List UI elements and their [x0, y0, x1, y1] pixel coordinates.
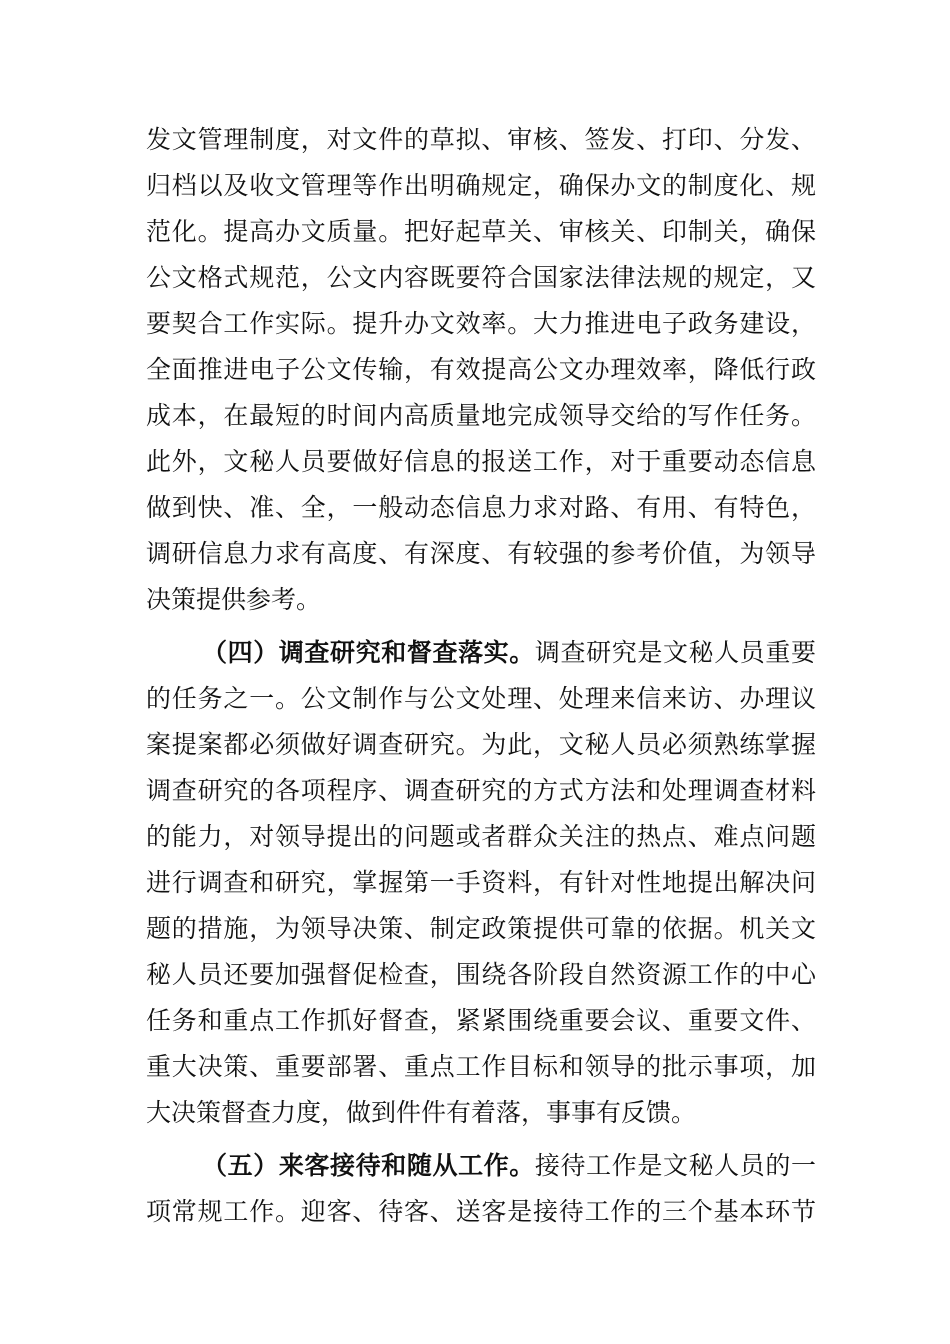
paragraph-line: 范化。提高办文质量。把好起草关、审核关、印制关，确保	[146, 217, 816, 246]
paragraph-line: 此外，文秘人员要做好信息的报送工作，对于重要动态信息	[146, 447, 816, 476]
paragraph-line: 的任务之一。公文制作与公文处理、处理来信来访、办理议	[146, 684, 816, 713]
section-4-first-line	[202, 630, 816, 676]
paragraph-line: 调查研究的各项程序、调查研究的方式方法和处理调查材料	[146, 776, 816, 805]
paragraph-line: 大决策督查力度，做到件件有着落，事事有反馈。	[146, 1098, 697, 1127]
paragraph-line: 重大决策、重要部署、重点工作目标和领导的批示事项，加	[146, 1052, 816, 1081]
paragraph-line: 发文管理制度，对文件的草拟、审核、签发、打印、分发、	[146, 125, 816, 154]
paragraph-line: 做到快、准、全，一般动态信息力求对路、有用、有特色，	[146, 493, 816, 522]
paragraph-line: 调研信息力求有高度、有深度、有较强的参考价值，为领导	[146, 539, 816, 568]
paragraph-line: 要契合工作实际。提升办文效率。大力推进电子政务建设，	[146, 309, 816, 338]
paragraph-line: 的能力，对领导提出的问题或者群众关注的热点、难点问题	[146, 822, 816, 851]
section-heading-5: （五）来客接待和随从工作。	[202, 1151, 535, 1180]
section-heading-4: （四）调查研究和督查落实。	[202, 638, 535, 667]
paragraph-line: 秘人员还要加强督促检查，围绕各阶段自然资源工作的中心	[146, 960, 816, 989]
paragraph-line: 决策提供参考。	[146, 585, 322, 614]
section-5-first-line	[202, 1143, 816, 1189]
paragraph-line: 任务和重点工作抓好督查，紧紧围绕重要会议、重要文件、	[146, 1006, 816, 1035]
paragraph-line: 案提案都必须做好调查研究。为此，文秘人员必须熟练掌握	[146, 730, 816, 759]
paragraph-line: 公文格式规范，公文内容既要符合国家法律法规的规定，又	[146, 263, 816, 292]
paragraph-line: 进行调查和研究，掌握第一手资料，有针对性地提出解决问	[146, 868, 816, 897]
paragraph-line: 成本，在最短的时间内高质量地完成领导交给的写作任务。	[146, 401, 816, 430]
section-4-first-text: 调查研究是文秘人员重要	[534, 638, 816, 667]
paragraph-line: 项常规工作。迎客、待客、送客是接待工作的三个基本环节	[146, 1197, 816, 1226]
paragraph-line: 全面推进电子公文传输，有效提高公文办理效率，降低行政	[146, 355, 816, 384]
section-5-first-text: 接待工作是文秘人员的一	[534, 1151, 816, 1180]
paragraph-line: 题的措施，为领导决策、制定政策提供可靠的依据。机关文	[146, 914, 816, 943]
paragraph-line: 归档以及收文管理等作出明确规定，确保办文的制度化、规	[146, 171, 816, 200]
